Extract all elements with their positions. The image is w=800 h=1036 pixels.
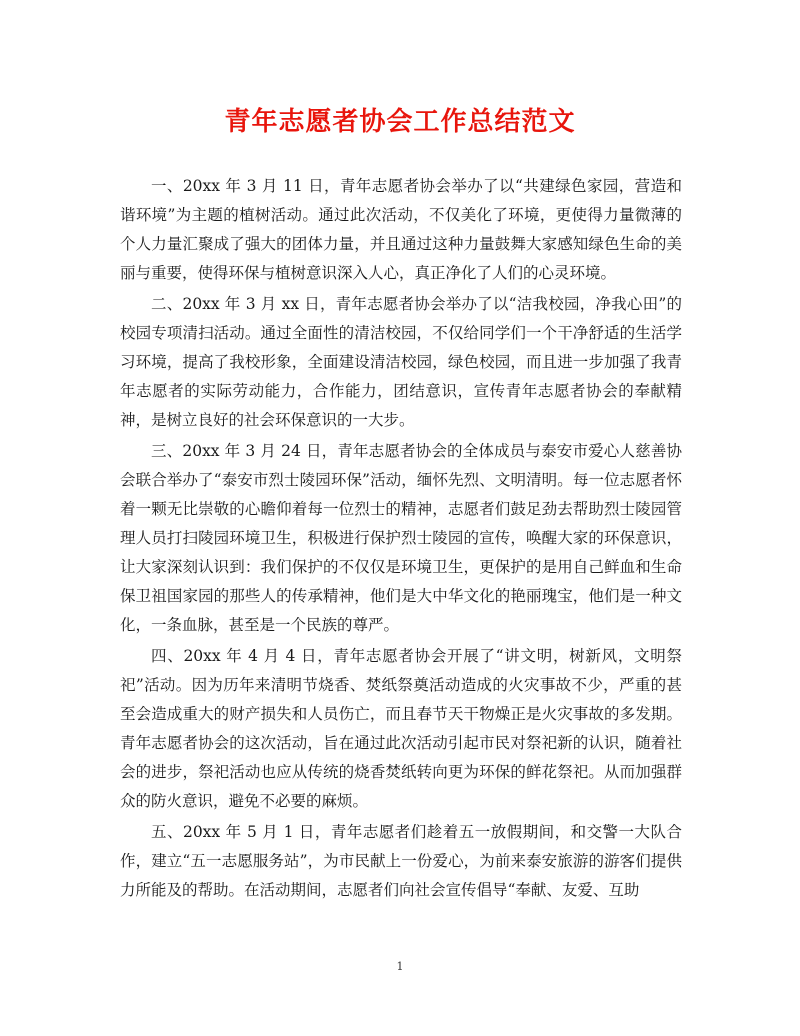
document-body (120, 172, 682, 907)
paragraph-4: 四、20xx 年 4 月 4 日，青年志愿者协会开展了“讲文明，树新风，文明祭祀”活动。因为历年来清明节烧香、焚纸祭奠活动造成的火灾事故不少，严重的甚至会造成重大的财产损失和人员伤亡，而且春节天干物燥正是火灾事故的多发期。青年志愿者协会的这次活动，旨在通过此次活动引起市民对祭祀新的认识，随着社会的进步，祭祀活动也应从传统的烧香焚纸转向更为环保的鲜花祭祀。从而加强群众的防火意识，避免不必要的麻烦。 (120, 647, 682, 810)
paragraph-3: 三、20xx 年 3 月 24 日，青年志愿者协会的全体成员与泰安市爱心人慈善协会联合举办了“泰安市烈士陵园环保”活动，缅怀先烈、文明清明。每一位志愿者怀着一颗无比崇敬的心瞻仰着每一位烈士的精神，志愿者们鼓足劲去帮助烈士陵园管理人员打扫陵园环境卫生，积极进行保护烈士陵园的宣传，唤醒大家的环保意识，让大家深刻认识到：我们保护的不仅仅是环境卫生，更保护的是用自己鲜血和生命保卫祖国家园的那些人的传承精神，他们是大中华文化的艳丽瑰宝，他们是一种文化，一条血脉，甚至是一个民族的尊严。 (120, 442, 682, 634)
page-number: 1 (396, 960, 404, 973)
paragraph-2: 二、20xx 年 3 月 xx 日，青年志愿者协会举办了以“洁我校园，净我心田”的校园专项清扫活动。通过全面性的清洁校园，不仅给同学们一个干净舒适的生活学习环境，提高了我校形象，全面建设清洁校园，绿色校园，而且进一步加强了我青年志愿者的实际劳动能力，合作能力，团结意识，宣传青年志愿者协会的奉献精神，是树立良好的社会环保意识的一大步。 (120, 295, 682, 429)
paragraph-1: 一、20xx 年 3 月 11 日，青年志愿者协会举办了以“共建绿色家园，营造和谐环境”为主题的植树活动。通过此次活动，不仅美化了环境，更使得力量微薄的个人力量汇聚成了强大的团体力量，并且通过这种力量鼓舞大家感知绿色生命的美丽与重要，使得环保与植树意识深入人心，真正净化了人们的心灵环境。 (120, 177, 682, 282)
document-title: 青年志愿者协会工作总结范文 (224, 107, 576, 137)
paragraph-5: 五、20xx 年 5 月 1 日，青年志愿者们趁着五一放假期间，和交警一大队合作，建立“五一志愿服务站”，为市民献上一份爱心，为前来泰安旅游的游客们提供力所能及的帮助。在活动期间，志愿者们向社会宣传倡导“奉献、友爱、互助 (120, 823, 682, 899)
